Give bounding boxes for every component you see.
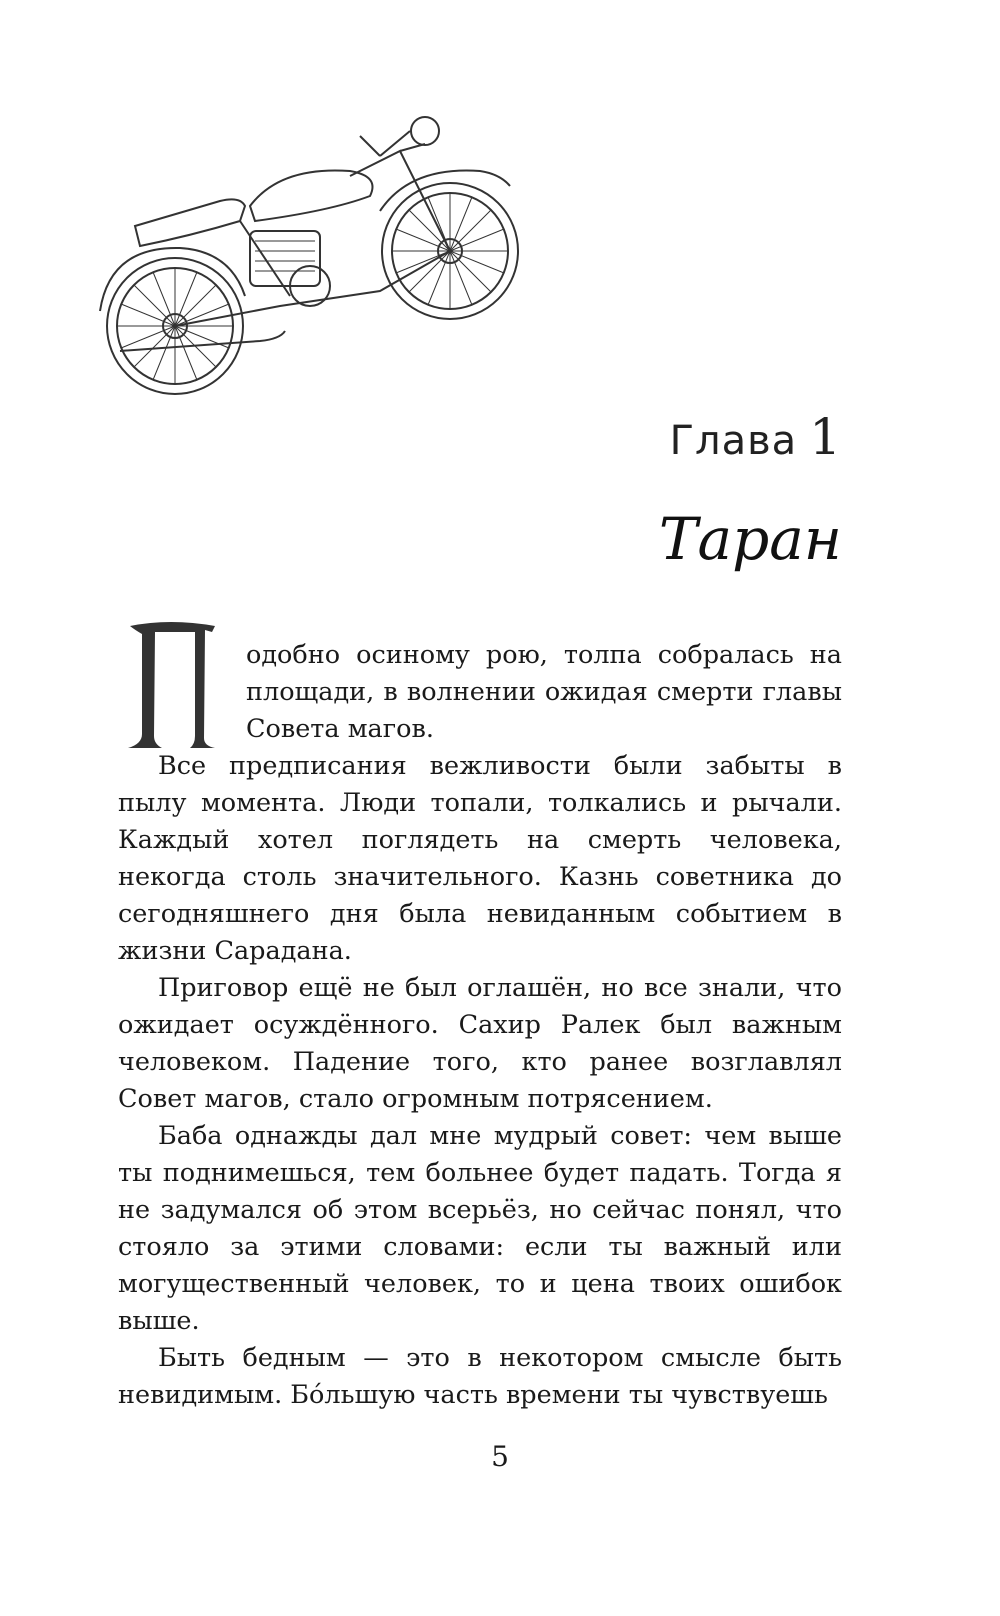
chapter-word: Глава [669,418,798,464]
drop-cap [120,618,225,754]
chapter-label [670,408,842,466]
paragraph-2: Все предписания вежливости были забыты в пылу момента. Люди топали, толкались и рычали. Каждый хотел поглядеть на смерть человека, некогда столь значительного. Казнь советника до сегодняшнего дня была невиданным событием в жизни Сарадана. [118,751,842,966]
chapter-number: 1 [809,408,842,466]
paragraph-4: Баба однажды дал мне мудрый совет: чем выше ты поднимешься, тем больнее будет падать. Тогда я не задумался об этом всерьёз, но сейчас понял, что стояло за этими словами: если ты важный или могущественный человек, то и цена твоих ошибок выше. [118,1121,842,1336]
paragraph-3: Приговор ещё не был оглашён, но все знали, что ожидает осуждённого. Сахир Ралек был важным человеком. Падение того, кто ранее возглавлял Совет магов, стало огромным потрясением. [118,973,842,1114]
paragraph-1: одобно осиному рою, толпа собралась на площади, в волнении ожидая смерти главы Совета магов. [246,640,842,744]
chapter-title: Таран [658,505,842,573]
drop-cap-letter: П [120,618,121,619]
paragraph-5: Быть бедным — это в некотором смысле быть невидимым. Бóльшую часть времени ты чувствуешь [118,1343,842,1410]
body-text [118,748,842,1414]
page-number: 5 [491,1440,509,1473]
lead-paragraph [246,637,842,748]
motorcycle-illustration [80,96,550,396]
